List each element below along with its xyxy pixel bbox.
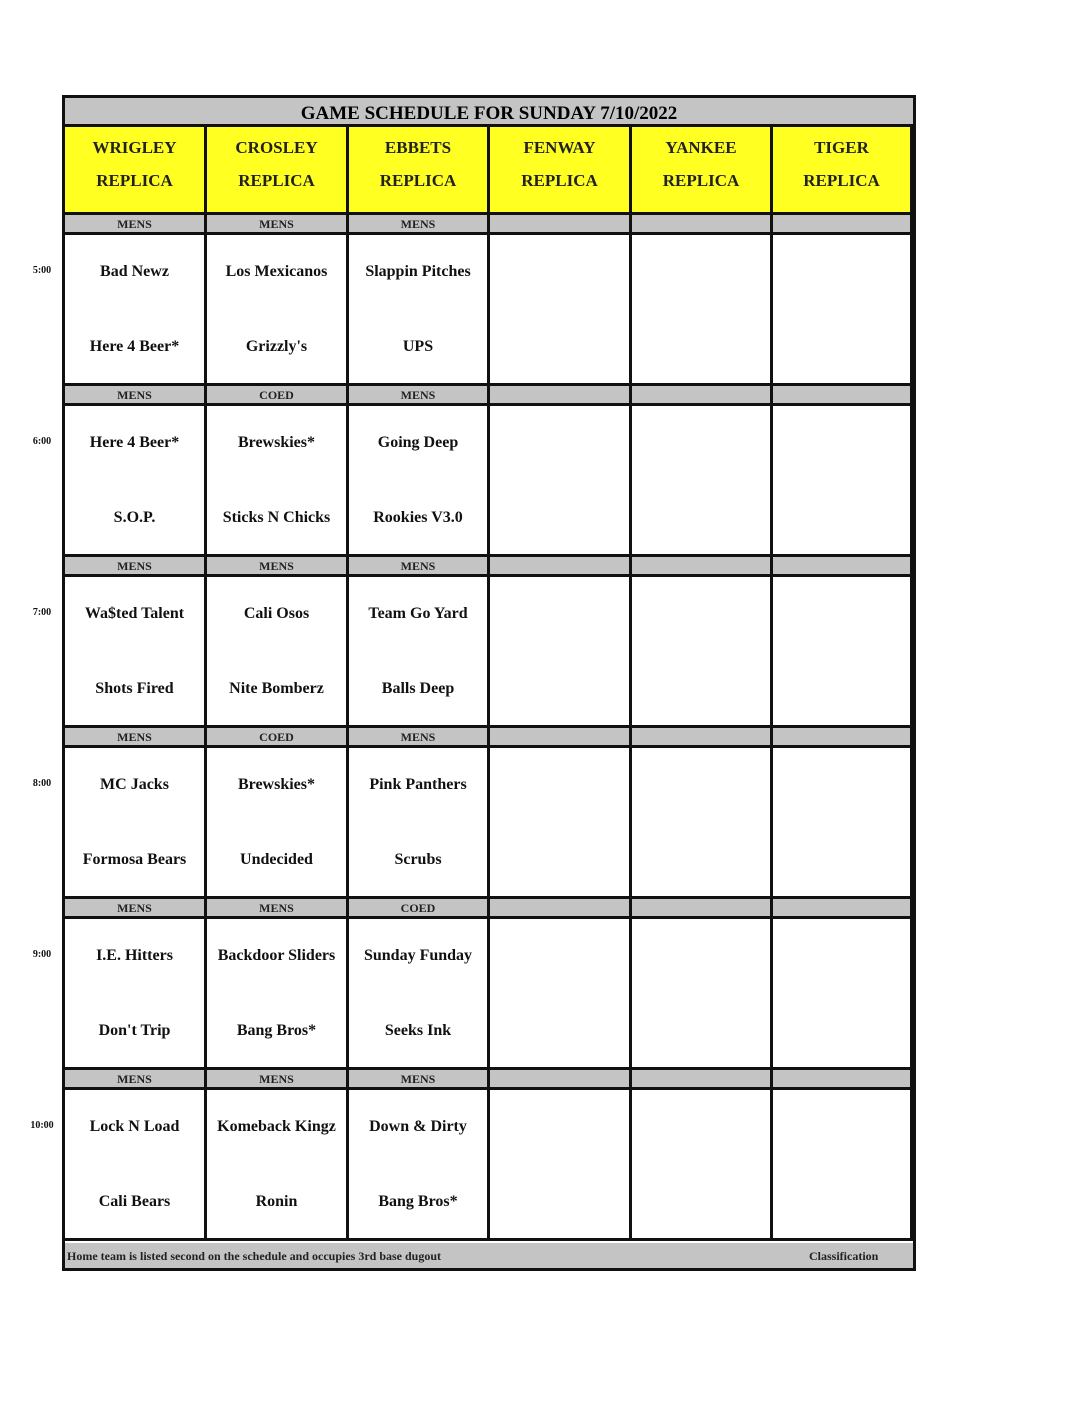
game-cell [349,406,490,557]
division-label: COED [207,386,349,406]
home-team: Cali Bears [98,1193,171,1210]
division-label [490,728,632,748]
game-cell [773,748,913,899]
away-team: Cali Osos [243,605,310,622]
game-cell [207,748,349,899]
game-cell [773,406,913,557]
home-team: Nite Bomberz [229,680,324,697]
game-cell [207,1090,349,1241]
game-cell [65,577,207,728]
game-cell [207,406,349,557]
division-label [773,557,913,577]
home-team: Bang Bros* [236,1022,317,1039]
away-team: Going Deep [377,434,459,451]
field-header-ebbets [349,127,490,215]
field-header-fenway [490,127,632,215]
home-team: Balls Deep [381,680,455,697]
division-label: MENS [65,386,207,406]
away-team: Brewskies* [237,434,316,451]
game-cell [65,406,207,557]
division-label: MENS [65,557,207,577]
game-cell [632,235,773,386]
field-subtitle: REPLICA [662,171,740,190]
away-team: Down & Dirty [369,1118,467,1135]
field-name: TIGER [814,138,869,157]
field-header-tiger [773,127,913,215]
home-team: Undecided [240,851,313,868]
game-cell [490,235,632,386]
game-cell [207,919,349,1070]
home-team: UPS [402,338,434,355]
field-header-wrigley [65,127,207,215]
footer-classification-label: Classification [809,1249,879,1263]
division-label [632,1070,773,1090]
game-cell [490,406,632,557]
game-cell [773,235,913,386]
game-cell [632,1090,773,1241]
division-label: MENS [65,1070,207,1090]
away-team: Los Mexicanos [225,263,328,280]
game-schedule-table [62,95,916,1271]
away-team: I.E. Hitters [96,947,173,964]
game-cell [207,235,349,386]
division-label [632,728,773,748]
division-label: MENS [207,557,349,577]
home-team: S.O.P. [113,509,156,526]
away-team: Team Go Yard [368,605,468,622]
division-label [490,386,632,406]
division-label: MENS [207,899,349,919]
time-slot-label: 10:00 [30,1120,54,1131]
time-slot-label: 5:00 [32,265,52,276]
home-team: Here 4 Beer* [89,338,180,355]
game-cell [65,919,207,1070]
field-header-crosley [207,127,349,215]
game-cell [773,577,913,728]
schedule-title: GAME SCHEDULE FOR SUNDAY 7/10/2022 [65,98,913,127]
time-slot-label: 9:00 [32,949,52,960]
game-cell [490,748,632,899]
field-name: WRIGLEY [92,138,177,157]
division-label [632,557,773,577]
home-team: Grizzly's [245,338,308,355]
game-cell [349,748,490,899]
game-cell [349,577,490,728]
home-team: Ronin [255,1193,298,1210]
away-team: Bad Newz [100,263,169,280]
home-team: Seeks Ink [384,1022,452,1039]
division-label [490,557,632,577]
away-team: Lock N Load [89,1118,180,1135]
away-team: Here 4 Beer* [89,434,180,451]
division-label [632,899,773,919]
away-team: MC Jacks [100,776,169,793]
home-team: Sticks N Chicks [222,509,331,526]
away-team: Pink Panthers [369,776,467,793]
division-label: MENS [207,1070,349,1090]
game-cell [632,406,773,557]
field-name: FENWAY [523,138,596,157]
home-team: Don't Trip [98,1022,171,1039]
away-team: Slappin Pitches [365,263,471,280]
field-subtitle: REPLICA [238,171,315,190]
game-cell [773,1090,913,1241]
division-label [490,899,632,919]
footer-bar [65,1243,913,1268]
game-cell [773,919,913,1070]
division-label: COED [349,899,490,919]
away-team: Sunday Funday [363,947,473,964]
game-cell [632,577,773,728]
field-subtitle: REPLICA [521,171,598,190]
home-team: Shots Fired [95,680,174,697]
away-team: Komeback Kingz [217,1118,336,1135]
game-cell [349,919,490,1070]
division-label: MENS [65,728,207,748]
division-label [632,215,773,235]
time-slot-label: 7:00 [32,607,52,618]
game-cell [490,1090,632,1241]
division-label: MENS [65,899,207,919]
away-team: Wa$ted Talent [84,605,185,622]
time-slot-label: 8:00 [32,778,52,789]
division-label [773,899,913,919]
division-label: MENS [349,728,490,748]
division-label [773,215,913,235]
game-cell [349,235,490,386]
time-slot-label: 6:00 [32,436,52,447]
field-name: CROSLEY [235,138,318,157]
division-label [490,215,632,235]
division-label [773,1070,913,1090]
field-subtitle: REPLICA [96,171,173,190]
division-label: MENS [349,386,490,406]
division-label: COED [207,728,349,748]
division-label: MENS [349,1070,490,1090]
game-cell [490,577,632,728]
division-label [632,386,773,406]
game-cell [207,577,349,728]
game-cell [632,748,773,899]
game-cell [65,235,207,386]
field-subtitle: REPLICA [803,171,880,190]
field-header-yankee [632,127,773,215]
game-cell [349,1090,490,1241]
game-cell [65,1090,207,1241]
away-team: Backdoor Sliders [217,947,336,964]
division-label: MENS [349,557,490,577]
division-label: MENS [349,215,490,235]
division-label [773,728,913,748]
home-team: Formosa Bears [82,851,187,868]
game-cell [65,748,207,899]
division-label: MENS [65,215,207,235]
division-label [490,1070,632,1090]
division-label: MENS [207,215,349,235]
footer-note: Home team is listed second on the schedule and occupies 3rd base dugout [67,1249,442,1263]
home-team: Scrubs [394,851,442,868]
division-label [773,386,913,406]
home-team: Rookies V3.0 [373,509,463,526]
game-cell [490,919,632,1070]
field-name: EBBETS [384,138,452,157]
home-team: Bang Bros* [378,1193,458,1210]
away-team: Brewskies* [237,776,316,793]
field-subtitle: REPLICA [379,171,457,190]
field-name: YANKEE [665,138,737,157]
game-cell [632,919,773,1070]
